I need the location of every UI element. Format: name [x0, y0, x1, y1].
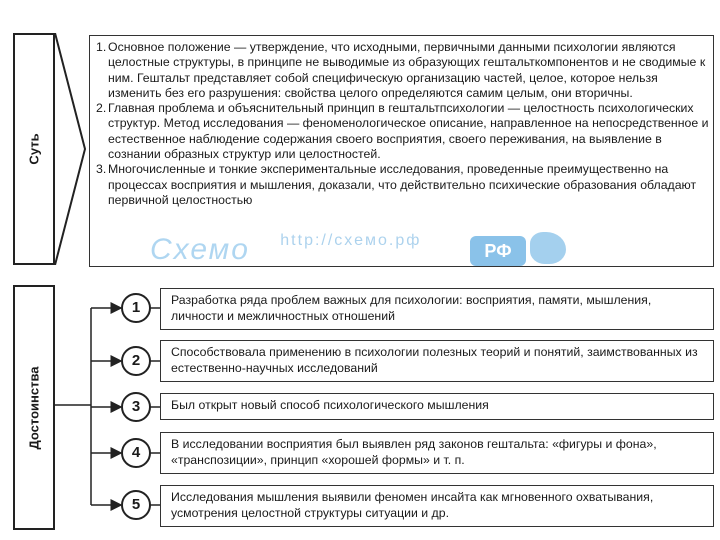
- advantages-label: Достоинства: [26, 365, 42, 450]
- essence-item-number: 2.: [96, 101, 107, 116]
- advantage-number-circle: 1: [121, 293, 151, 323]
- essence-item-number: 3.: [96, 162, 107, 177]
- essence-item-text: Основное положение — утверждение, что исходными, первичными данными психологии являются целостные структуры, в принципе не выводимые из образующих гештальткомпонентов и не сводимые к ним. Гештальт представляет собой специфическую организацию частей, целое, которое нельзя изменить без его разрушения: свойства целого определяются самим целым, они вторичны.: [108, 40, 706, 100]
- essence-item: [92, 162, 712, 208]
- essence-item: [92, 101, 712, 162]
- essence-item: [92, 40, 712, 101]
- advantage-text: Способствовала применению в психологии полезных теорий и понятий, заимствованных из естественно-научных исследований: [171, 345, 698, 375]
- advantage-number-circle: 5: [121, 490, 151, 520]
- watermark-badge: РФ: [470, 236, 526, 266]
- advantage-text: В исследовании восприятия был выявлен ряд законов гештальта: «фигуры и фона», «транспозиции», принцип «хорошей формы» и т. п.: [171, 437, 657, 467]
- advantage-number-circle: 3: [121, 392, 151, 422]
- watermark-url: http://схемо.рф: [280, 232, 422, 249]
- essence-label-box: [13, 33, 55, 265]
- essence-label: Суть: [26, 133, 42, 165]
- advantage-text: Исследования мышления выявили феномен инсайта как мгновенного охватывания, усмотрения целостной структуры ситуации и др.: [171, 490, 654, 520]
- essence-item-text: Главная проблема и объяснительный принцип в гештальтпсихологии — целостность психологических структур. Метод исследования — феноменологическое описание, направленное на непосредственное и естественное наблюдение содержания своего восприятия, своего переживания, на выявление в сознании образных структур или целостностей.: [108, 101, 709, 162]
- watermark-splash: [530, 232, 566, 264]
- essence-arrow: [55, 33, 89, 265]
- advantage-text: Разработка ряда проблем важных для психологии: восприятия, памяти, мышления, личности и межличностных отношений: [171, 293, 652, 323]
- advantage-number-circle: 4: [121, 438, 151, 468]
- advantages-label-box: [13, 285, 55, 530]
- advantage-box: [160, 288, 714, 330]
- advantage-box: [160, 485, 714, 527]
- advantage-box: [160, 340, 714, 382]
- watermark-text: Схемо: [150, 233, 250, 266]
- advantage-text: Был открыт новый способ психологического мышления: [171, 398, 489, 412]
- essence-item-number: 1.: [96, 40, 107, 54]
- essence-item-text: Многочисленные и тонкие экспериментальные исследования, проведенные преимущественно на процессах восприятия и мышления, доказали, что действительно психические образования обладают первичной целостностью: [108, 162, 697, 207]
- advantage-box: [160, 393, 714, 420]
- advantage-number-circle: 2: [121, 346, 151, 376]
- essence-list: [92, 40, 712, 208]
- advantage-box: [160, 432, 714, 474]
